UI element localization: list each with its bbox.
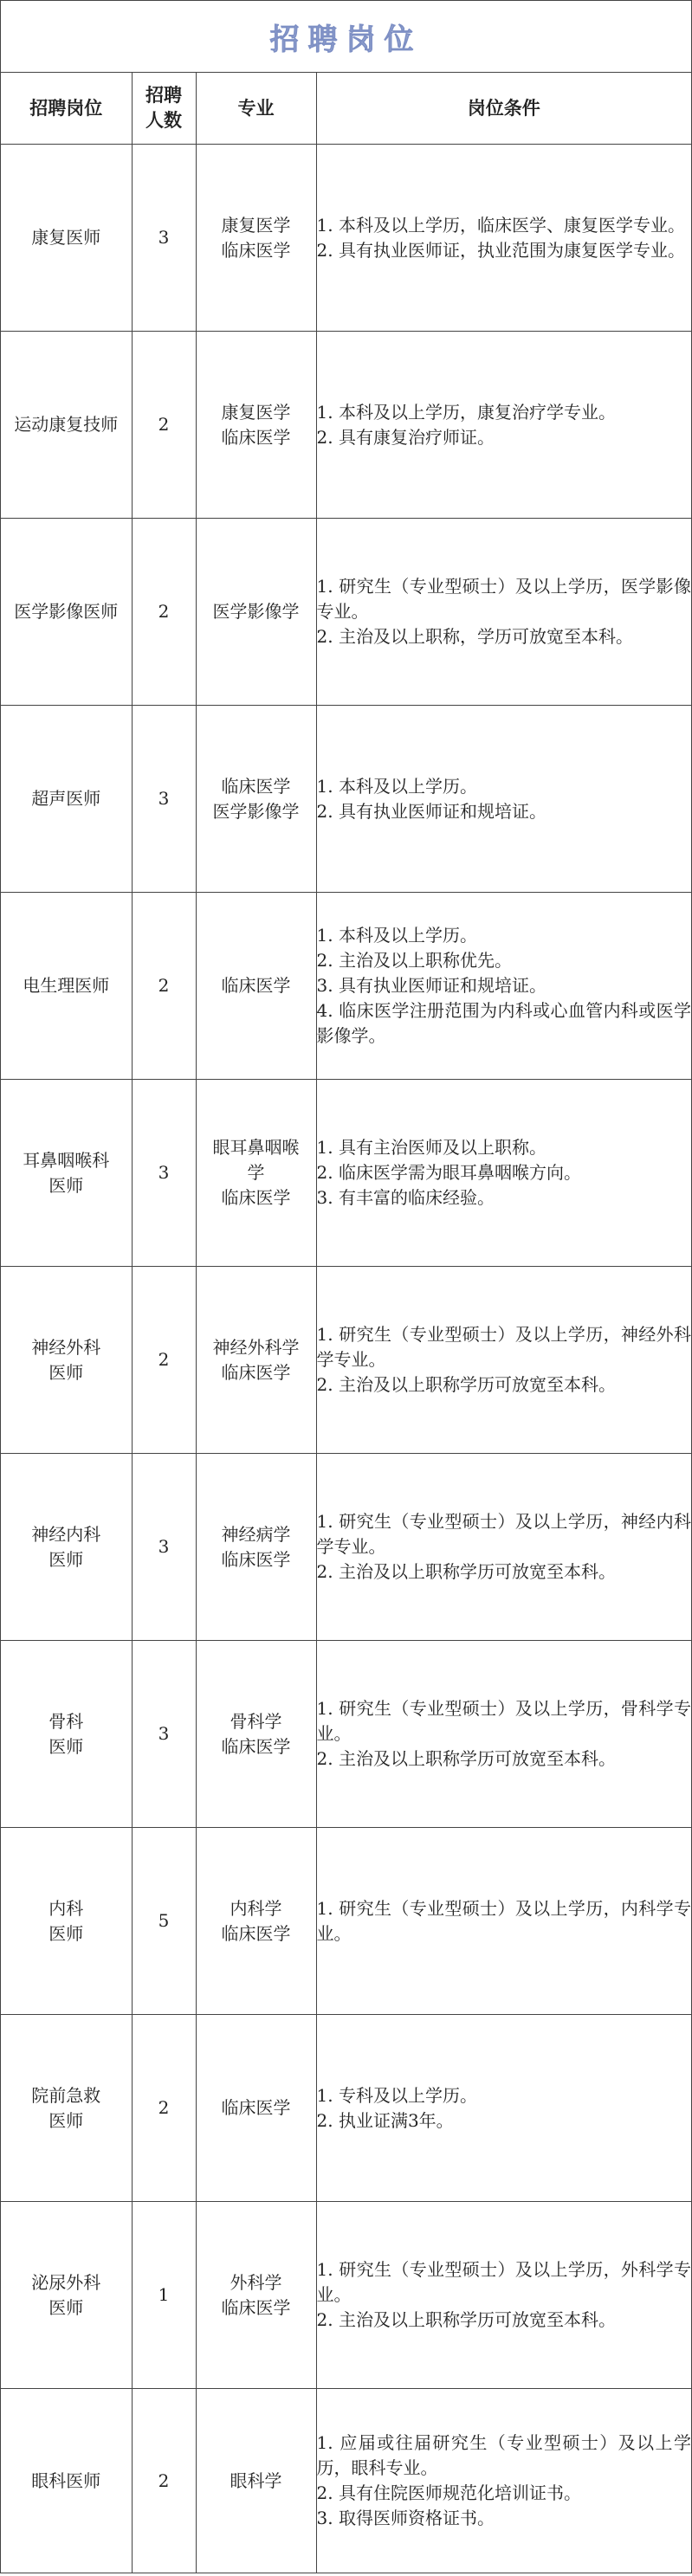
table-row [1, 332, 691, 519]
requirement-line: 1. 专科及以上学历。 [316, 2084, 477, 2106]
major-cell: 内科学 临床医学 [196, 1828, 316, 2015]
major-cell: 眼科学 [196, 2389, 316, 2573]
requirement-line: 1. 本科及以上学历，临床医学、康复医学专业。 [316, 214, 685, 236]
table-row [1, 145, 691, 332]
count-cell: 3 [132, 1080, 196, 1267]
requirements-cell [316, 2015, 691, 2202]
requirement-line: 3. 有丰富的临床经验。 [316, 1187, 495, 1208]
requirements-cell [316, 893, 691, 1080]
major-cell: 临床医学 医学影像学 [196, 706, 316, 893]
table-row [1, 1080, 691, 1267]
header-major: 专业 [196, 73, 316, 145]
position-cell: 康复医师 [1, 145, 132, 332]
position-cell: 神经外科 医师 [1, 1267, 132, 1454]
requirement-line: 1. 研究生（专业型硕士）及以上学历，神经内科学专业。 [316, 1511, 691, 1557]
requirement-line: 1. 研究生（专业型硕士）及以上学历，医学影像专业。 [316, 576, 691, 622]
table-row [1, 1267, 691, 1454]
count-cell: 2 [132, 332, 196, 519]
count-cell: 3 [132, 706, 196, 893]
position-cell: 骨科 医师 [1, 1641, 132, 1828]
requirement-line: 1. 研究生（专业型硕士）及以上学历，外科学专业。 [316, 2259, 691, 2305]
table-row [1, 519, 691, 706]
requirement-line: 2. 执业证满3年。 [316, 2109, 454, 2131]
requirement-line: 1. 本科及以上学历。 [316, 925, 477, 946]
count-cell: 3 [132, 1641, 196, 1828]
requirement-line: 2. 主治及以上职称，学历可放宽至本科。 [316, 626, 633, 647]
requirement-line: 3. 具有执业医师证和规培证。 [316, 975, 546, 996]
requirement-line: 1. 研究生（专业型硕士）及以上学历，骨科学专业。 [316, 1698, 691, 1744]
header-position: 招聘岗位 [1, 73, 132, 145]
requirements-cell [316, 1080, 691, 1267]
count-cell: 2 [132, 893, 196, 1080]
position-cell: 内科 医师 [1, 1828, 132, 2015]
requirement-line: 2. 具有执业医师证，执业范围为康复医学专业。 [316, 239, 685, 261]
table-row [1, 2389, 691, 2573]
requirement-line: 1. 研究生（专业型硕士）及以上学历，内科学专业。 [316, 1897, 691, 1944]
header-requirements: 岗位条件 [316, 73, 691, 145]
table-body [1, 145, 691, 2573]
major-cell: 医学影像学 [196, 519, 316, 706]
count-cell: 2 [132, 2015, 196, 2202]
position-cell: 运动康复技师 [1, 332, 132, 519]
requirements-cell [316, 1267, 691, 1454]
position-cell: 眼科医师 [1, 2389, 132, 2573]
major-cell: 外科学 临床医学 [196, 2202, 316, 2389]
requirements-cell [316, 1828, 691, 2015]
table-row [1, 2015, 691, 2202]
requirement-line: 1. 本科及以上学历，康复治疗学专业。 [316, 401, 616, 423]
major-cell: 眼耳鼻咽喉 学 临床医学 [196, 1080, 316, 1267]
position-cell: 泌尿外科 医师 [1, 2202, 132, 2389]
requirement-line: 2. 具有执业医师证和规培证。 [316, 800, 546, 822]
requirement-line: 1. 研究生（专业型硕士）及以上学历，神经外科学专业。 [316, 1324, 691, 1370]
requirements-cell [316, 706, 691, 893]
page-title: 招聘岗位 [1, 0, 691, 73]
requirements-cell [316, 1454, 691, 1641]
requirement-line: 2. 主治及以上职称学历可放宽至本科。 [316, 1374, 616, 1395]
major-cell: 康复医学 临床医学 [196, 145, 316, 332]
positions-table [1, 73, 691, 2573]
major-cell: 临床医学 [196, 893, 316, 1080]
requirement-line: 2. 具有康复治疗师证。 [316, 426, 495, 448]
position-cell: 神经内科 医师 [1, 1454, 132, 1641]
major-cell: 临床医学 [196, 2015, 316, 2202]
requirement-line: 2. 主治及以上职称学历可放宽至本科。 [316, 1748, 616, 1769]
count-cell: 2 [132, 519, 196, 706]
requirement-line: 2. 临床医学需为眼耳鼻咽喉方向。 [316, 1162, 581, 1183]
requirement-line: 1. 应届或往届研究生（专业型硕士）及以上学历，眼科专业。 [316, 2432, 691, 2478]
requirement-line: 3. 取得医师资格证书。 [316, 2508, 495, 2528]
table-row [1, 706, 691, 893]
count-cell: 5 [132, 1828, 196, 2015]
table-row [1, 1454, 691, 1641]
position-cell: 医学影像医师 [1, 519, 132, 706]
count-cell: 1 [132, 2202, 196, 2389]
count-cell: 3 [132, 145, 196, 332]
requirements-cell [316, 1641, 691, 1828]
requirement-line: 2. 主治及以上职称优先。 [316, 950, 512, 971]
count-cell: 2 [132, 2389, 196, 2573]
major-cell: 神经病学 临床医学 [196, 1454, 316, 1641]
requirements-cell [316, 519, 691, 706]
requirements-cell [316, 145, 691, 332]
position-cell: 耳鼻咽喉科 医师 [1, 1080, 132, 1267]
requirement-line: 2. 主治及以上职称学历可放宽至本科。 [316, 2309, 616, 2330]
requirement-line: 1. 本科及以上学历。 [316, 775, 477, 797]
position-cell: 院前急救 医师 [1, 2015, 132, 2202]
table-row [1, 1828, 691, 2015]
count-cell: 3 [132, 1454, 196, 1641]
table-row [1, 1641, 691, 1828]
requirements-cell [316, 2389, 691, 2573]
position-cell: 电生理医师 [1, 893, 132, 1080]
major-cell: 康复医学 临床医学 [196, 332, 316, 519]
requirements-cell [316, 2202, 691, 2389]
requirement-line: 2. 主治及以上职称学历可放宽至本科。 [316, 1561, 616, 1582]
requirement-line: 1. 具有主治医师及以上职称。 [316, 1137, 546, 1158]
requirement-line: 2. 具有住院医师规范化培训证书。 [316, 2482, 581, 2503]
major-cell: 骨科学 临床医学 [196, 1641, 316, 1828]
table-row [1, 893, 691, 1080]
table-row [1, 2202, 691, 2389]
major-cell: 神经外科学 临床医学 [196, 1267, 316, 1454]
position-cell: 超声医师 [1, 706, 132, 893]
header-count: 招聘 人数 [132, 73, 196, 145]
requirements-cell [316, 332, 691, 519]
table-header-row [1, 73, 691, 145]
count-cell: 2 [132, 1267, 196, 1454]
requirement-line: 4. 临床医学注册范围为内科或心血管内科或医学影像学。 [316, 1000, 691, 1046]
